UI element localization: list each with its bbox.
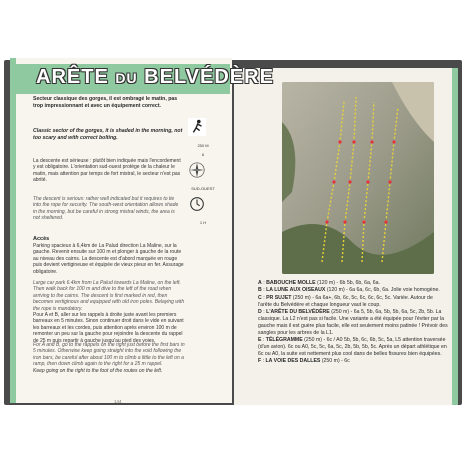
route-list xyxy=(258,280,448,365)
orientation-label: SUD-OUEST xyxy=(191,186,215,191)
title-word-arete: ARÊTE xyxy=(36,66,109,88)
routes-count: 6 xyxy=(201,152,205,157)
page-number: 144 xyxy=(114,399,122,404)
climber-icon xyxy=(188,118,206,136)
route-a: A : BABOUCHE MOLLE (120 m) - 6b 5b, 6b, 6a, 6a. xyxy=(258,280,380,286)
rappel-french: Pour A et B, aller sur les rappels à droite juste avant les premiers barreaux en 5 minutes. Sinon continuer droit dans le vide en suivant les barreaux et les cordes, puis attention après environ 100 m de remonter un peu sur la gauche pour rejoindre la descente du rappel de 25 m puis repartir à gauche jusqu'au pied des voies. xyxy=(33,312,184,344)
route-b: B : LA LUNE AUX OISEAUX (120 m) - 6a 6a, 6c, 6b, 6a. Jolie voie homogène. xyxy=(258,287,440,294)
route-foot-note: Keep going on the right to the foot of the routes on the left. xyxy=(33,368,163,374)
right-page-edge-stripe xyxy=(452,68,458,405)
approach-time: 1 H xyxy=(199,220,207,225)
route-e: E : TÉLÉGRAMME (250 m) - 6c / A0 5b, 5b, 6c, 6b, 5c, 5a, L5 attention traversée (d'un avion). 6c ou A0, 5c, 5c, 6a, 5c, 2b, 5b, 5b, 5c. Après un départ athlétique en 6c ou A0, la suite est nettement plus cool dans de belles fissures bien équipées. xyxy=(258,336,447,357)
descent-english: The descent is serious: rather well indicated but it requires to tie into the rope for security. The south-west orientation allows shade in the morning, but be careful in strong mistral winds, the area is not sheltered. xyxy=(33,196,179,222)
access-french: Parking spacieux à 6,4km de La Palud direction La Maline, sur la gauche. Revenir ensuite sur 100 m et plonger à gauche de la route au niveau des cairns. La descente est d'abord marquée en rouge puis devient vertigineuse et équipée de vieux pieux en fer. Assurage obligatoire. xyxy=(33,243,184,275)
page-title xyxy=(36,66,274,89)
title-word-belvedere: BELVÉDÈRE xyxy=(144,66,274,88)
clock-icon xyxy=(188,195,206,213)
descent-french: La descente est sérieuse : plutôt bien indiquée mais l'encordement y est obligatoire. L'orientation sud-ouest protège de la chaleur le matin, mais attention par temps de fort mistral, le secteur n'est pas abrité. xyxy=(33,158,181,184)
height-label: 250 M xyxy=(197,143,209,148)
compass-icon xyxy=(188,161,206,179)
intro-french: Secteur classique des gorges, il est ombragé le matin, pas trop impressionnant et avec un équipement correct. xyxy=(33,96,178,109)
rappel-english: For A and B, go to the rappels on the right just before the first bars in 5 minutes. Otherwise keep going straight into the void following the iron bars, be careful after about 100 m to climb a little to the left on a ramp, then down climb again to the right for a 25 m rappel. xyxy=(33,342,185,368)
access-heading: Accès xyxy=(33,236,50,242)
route-f: F : LA VOIE DES DALLES (250 m) - 6c xyxy=(258,357,350,364)
crag-photo xyxy=(282,82,434,274)
access-english: Large car park 6.4km from La Palud towards La Maline, on the left. Then walk back for 100 m and dive to the left of the road when arriving to the cairns. The descent is first marked in red, then becomes vertiginous and equipped with old iron poles. Belaying with the rope is mandatory. xyxy=(33,280,185,312)
info-icons xyxy=(188,118,218,229)
intro-english: Classic sector of the gorges, it is shaded in the morning, not too scary and with correct bolting. xyxy=(33,128,183,141)
title-word-du: DU xyxy=(115,70,138,86)
route-c: C : PR SUJET (250 m) - 6a 6a+, 6b, 6c, 5c, 6c, 6c, 6c, 5c. Variée. Autour de l'arête du Belvédère et chaque longueur vaut le coup. xyxy=(258,294,433,308)
left-page-edge-stripe xyxy=(10,58,16,403)
route-d: D : L'ARÊTE DU BELVÉDÈRE (250 m) - 6a 5, 5b, 6a, 5b, 5b, 6a, 5c, 2b, 5b. La classique. La L2 n'est pas si facile. Une variante a été équipée pour l'éviter par la gauche mais il est guère plus facile, elle est seulement moins patinée ! Prévoir des sangles pour les arbres de la L1. xyxy=(258,308,448,336)
